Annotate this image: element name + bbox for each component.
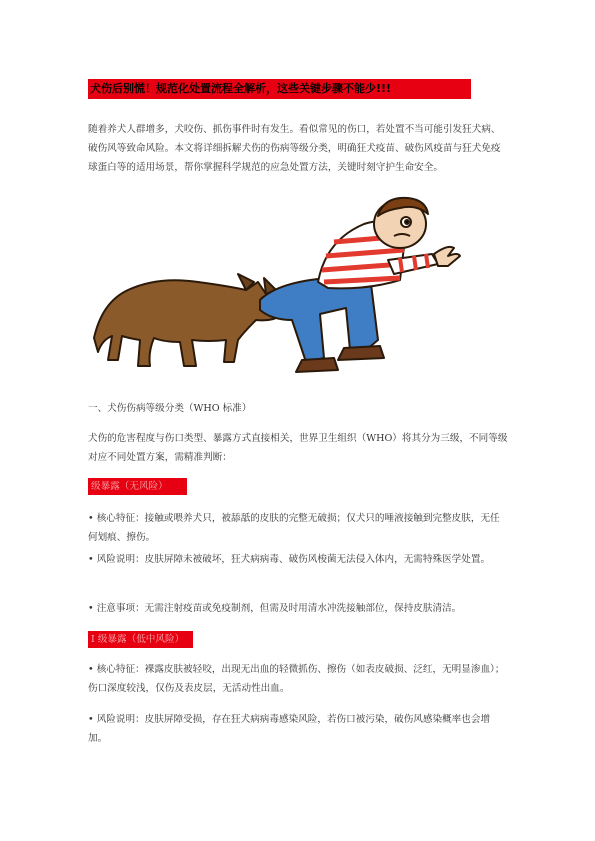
section-intro-text: 犬伤的危害程度与伤口类型、暴露方式直接相关，世界卫生组织（WHO）将其分为三级，不同等级对应不同处置方案，需精准判断： xyxy=(88,433,508,463)
dog-figure xyxy=(94,274,292,366)
list-item: • 核心特征：裸露皮肤被轻咬，出现无出血的轻微抓伤、擦伤（如表皮破损、泛红，无明显渗血）；伤口深度较浅，仅伤及表皮层，无活动性出血。 xyxy=(88,664,505,694)
article-title: 犬伤后别慌！规范化处置流程全解析，这些关键步骤不能少!!! xyxy=(88,79,471,99)
intro-paragraph: 随着养犬人群增多，犬咬伤、抓伤事件时有发生。看似常见的伤口，若处置不当可能引发狂犬病、破伤风等致命风险。本文将详细拆解犬伤的伤病等级分类，明确狂犬疫苗、破伤风疫苗与狂犬免疫球蛋白等的适用场景，帮你掌握科学规范的应急处置方法，关键时刻守护生命安全。 xyxy=(88,124,501,173)
list-item: • 注意事项：无需注射疫苗或免疫制剂，但需及时用清水冲洗接触部位，保持皮肤清洁。 xyxy=(88,603,462,614)
list-item: • 风险说明：皮肤屏障未被破坏，狂犬病病毒、破伤风梭菌无法侵入体内，无需特殊医学处置。 xyxy=(88,554,491,565)
man-figure xyxy=(260,198,460,372)
dog-biting-man-illustration xyxy=(88,190,506,380)
level-tag-1: 级暴露（无风险） xyxy=(88,478,187,495)
level-tag-2: I 级暴露（低中风险） xyxy=(88,631,193,648)
list-item: • 核心特征：接触或喂养犬只，被舔舐的皮肤的完整无破损；仅犬只的唾液接触到完整皮肤，无任何划痕、擦伤。 xyxy=(88,513,500,543)
section-heading: 一、犬伤伤病等级分类（WHO 标准） xyxy=(88,403,252,414)
list-item: • 风险说明：皮肤屏障受损，存在狂犬病病毒感染风险，若伤口被污染，破伤风感染概率也会增加。 xyxy=(88,714,491,744)
